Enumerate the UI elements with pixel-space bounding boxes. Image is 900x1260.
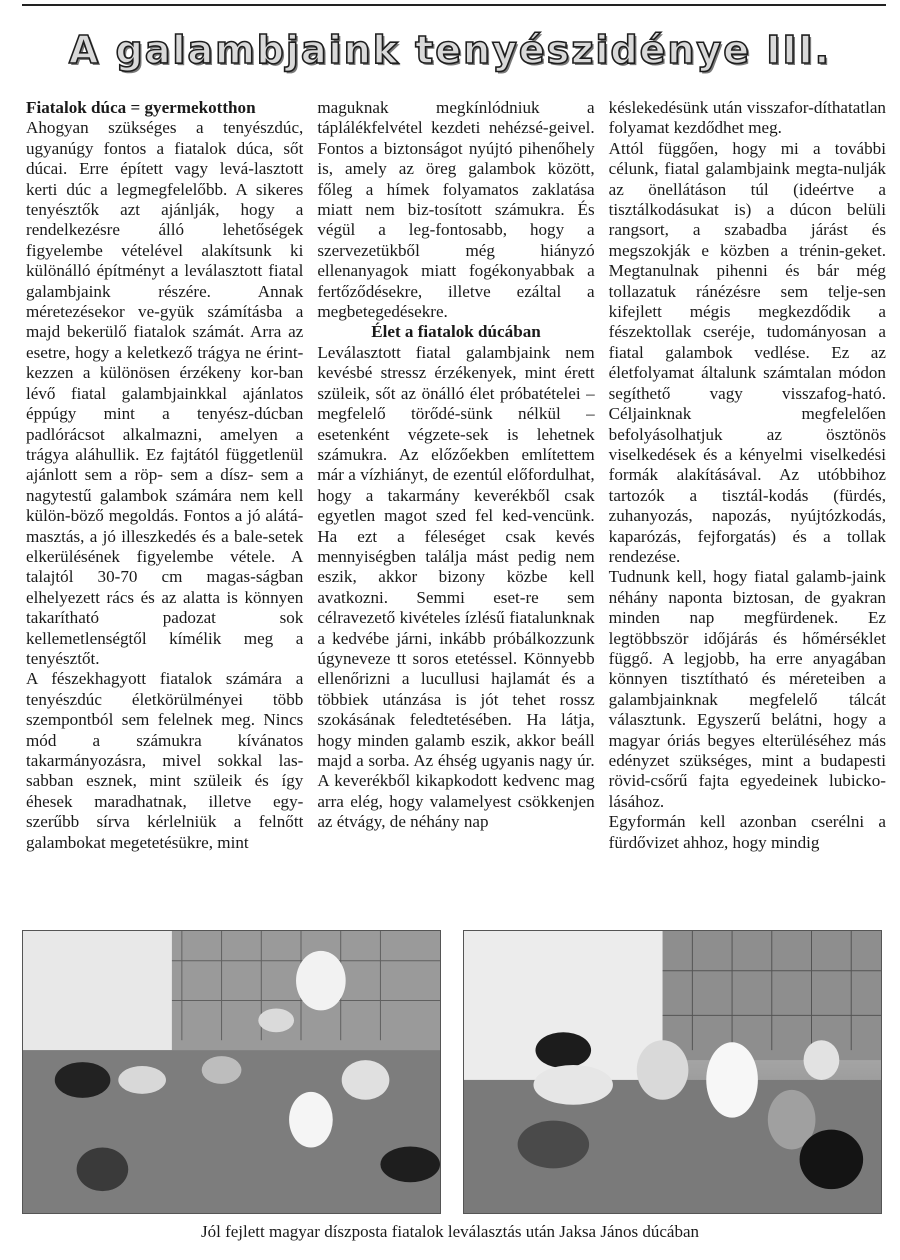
paragraph: maguknak megkínlódniuk a táplálékfelvétel kezdeti nehézsé-geivel. Fontos a biztonságot nyújtó pihenőhely is, amely az öreg galambok között, főleg a hímek folyamatos zaklatása miatt nem biz-tosított számukra. És végül a leg-fontosabb, hogy a szervezetükből még hiányzó ellenanyagok miatt fogékonyabbak a fertőződésekre, illetve ezáltal a megbetegedésekre. <box>317 98 595 322</box>
photo-left-pigeons <box>22 930 441 1214</box>
column-2 <box>317 98 594 922</box>
paragraph: Leválasztott fiatal galambjaink nem kevésbé stressz érzékenyek, mint érett szüleik, sőt az önálló élet próbatételei – megfelelő törődé-sünk nélkül – esetenként végzete-sek is lehetnek számukra. Az előzőekben említettem már a vízhiányt, de ezentúl előfordulhat, hogy a takarmány keverékből csak egyetlen magot szed fel ked-vencünk. Ha ezt a féleséget csak kevés mennyiségben találja mást pedig nem eszik, akkor bizony közbe kell avatkozni. Semmi eset-re sem célravezető kivételes ízlésű fiatalunknak a kedvébe járni, inkább próbálkozzunk úgyneveze tt soros etetéssel. Könnyebb ellenőrizni a lucullusi hajlamát és a többiek utánzása is jót tehet rossz szokásának feledtetésében. Ha látja, hogy minden galamb eszik, akkor beáll majd a sorba. Az éhség ugyanis nagy úr. A keverékből kikapkodott kedvenc mag arra elég, hogy valamelyest csökkenjen az étvágy, de néhány nap <box>317 342 595 832</box>
paragraph: A fészekhagyott fiatalok számára a tenyészdúc életkörülményei több szempontból sem felelnek meg. Nincs mód a számukra kívánatos takarmányozásra, mivel sokkal las-sabban esznek, mint szüleik és így éhesek maradhatnak, illetve egy-szerűbb sírva kérlelniük a felnőtt galambokat megetetésükre, mint <box>26 669 304 852</box>
article-body <box>26 98 886 922</box>
article-title: A galambjaink tenyészidénye III. <box>68 28 832 72</box>
paragraph: késlekedésünk után visszafor-díthatatlan folyamat kezdődhet meg. <box>608 98 886 138</box>
column-3 <box>609 98 886 922</box>
section-heading: Élet a fiatalok dúcában <box>371 322 541 342</box>
paragraph: Ahogyan szükséges a tenyészdúc, ugyanúgy fontos a fiatalok dúca, sőt dúcai. Erre épített vagy levá-lasztott kerti dúc a legmegfelelőbb. A sikeres tenyésztők azt ajánlják, hogy a rendelkezésre álló lehetőségek figyelembe vételével alakítsunk ki különálló építményt a leválasztott fiatal galambjaink részére. Annak méretezésekor ve-gyük számításba a majd bekerülő fiatalok számát. Arra az esetre, hogy a keletkező trágya ne érint-kezzen a különösen érzékeny kor-ban lévő fiatal galambjainkkal ajánlatos éppúgy mint a tenyész-dúcban padlórácsot alkalmazni, amelyen a trágya aláhullik. Ez fajtától függetlenül ajánlott sem a röp- sem a dísz- sem a nagytestű galambok számára nem kell külön-böző megoldás. Fontos a jó alátá-masztás, a jó illeszkedés és a bale-setek elkerülésének figyelembe vétele. A talajtól 30-70 cm magas-ságban elhelyezett rács és az alatta is könnyen takarítható padozat sok kellemetlenségtől kímélik meg a tenyésztőt. <box>26 118 304 668</box>
paragraph: Egyformán kell azonban cserélni a fürdővizet ahhoz, hogy mindig <box>608 812 886 852</box>
section-heading: Fiatalok dúca = gyermekotthon <box>26 98 256 117</box>
top-rule <box>22 4 886 6</box>
paragraph: Attól függően, hogy mi a további célunk, fiatal galambjaink megta-nulják az önellátáson túl (ideértve a tisztálkodásukat is) a dúcon belüli rangsort, a szabadba járást és megszokják e közben a trénin-geket. Megtanulnak pihenni és bár még tollazatuk ránézésre sem telje-sen kifejlett mégis megkezdődik a fészektollak cseréje, tudományosan a fiatal galambok vedlése. Ez az életfolyamat általunk számtalan módon segíthető vagy visszafog-ható. Céljainknak megfelelően befolyásolhatjuk az ösztönös viselkedések és a kényelmi viselkedési formák alakításával. Az utóbbihoz tartozók a tisztál-kodás (fürdés, zuhanyozás, napozás, nyújtózkodás, kaparózás, fejforgatás) és a tollak rendezése. <box>608 138 886 566</box>
photo-caption: Jól fejlett magyar díszposta fiatalok leválasztás után Jaksa János dúcában <box>200 1222 700 1241</box>
column-1 <box>26 98 303 922</box>
paragraph: Tudnunk kell, hogy fiatal galamb-jaink néhány naponta biztosan, de gyakran minden nap megfürdenek. Ez legtöbbször időjárás és hőmérséklet függő. A legjobb, ha erre anyagában könnyen tisztítható és méreteiben a galambjainknak megfelelő tálcát választunk. Egyszerű belátni, hogy a magyar óriás begyes elterüléséhez más edényzet szükséges, mint a budapesti rövid-csőrű fajta egyedeinek lubicko-lásához. <box>608 567 886 811</box>
photo-right-pigeons <box>463 930 882 1214</box>
photo-strip <box>22 930 882 1214</box>
